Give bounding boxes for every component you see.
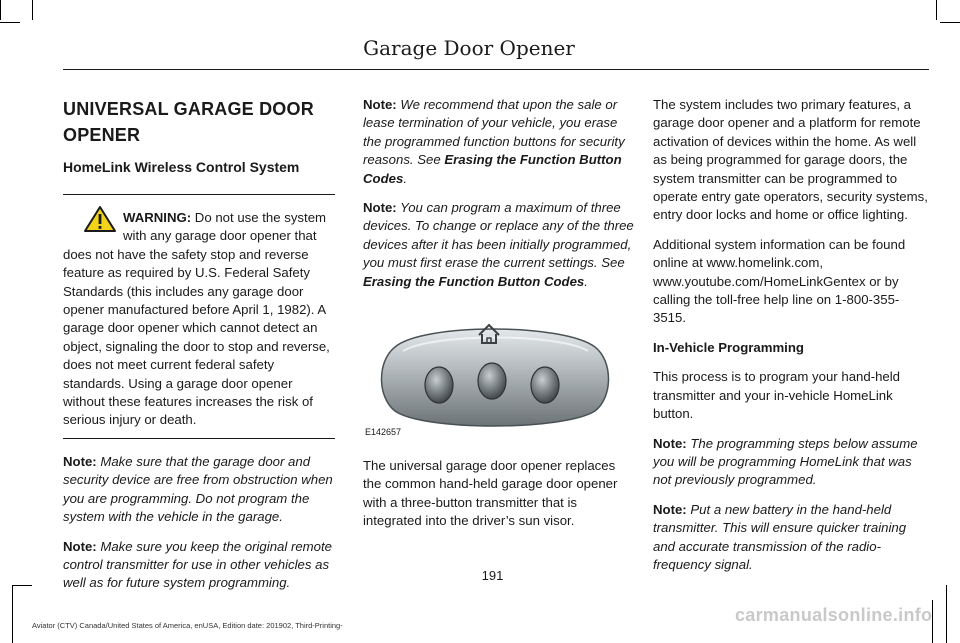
page-number: 191 — [481, 568, 504, 583]
warning-text: Do not use the system with any garage door opener that does not have the safety stop and reverse feature as required by U.S. Federal Safety Standards (this includes any garage door opener manufactured before April 1, 1982). A garage door opener which cannot detect an object, signaling the door to stop and reverse, does not meet current federal safety standards. Using a garage door opener without these features increases the risk of serious injury or death. — [63, 210, 330, 428]
warning-label: WARNING: — [123, 210, 192, 225]
heading-in-vehicle-programming: In-Vehicle Programming — [653, 339, 804, 355]
cross-reference-link[interactable]: Erasing the Function Button Codes — [363, 152, 622, 186]
crop-mark — [0, 0, 1, 20]
paragraph-features: The system includes two primary features, a garage door opener and a platform for remote activation of devices within the home. As well as being programmed for garage doors, the system transmitter can be programmed to operate entry gate operators, security systems, entry door locks and home or office lighting. — [653, 97, 928, 223]
note-keep-transmitter — [63, 538, 335, 593]
warning-icon — [83, 205, 117, 233]
header-divider — [63, 69, 929, 70]
footer-edition-info: Aviator (CTV) Canada/United States of America, enUSA, Edition date: 201902, Third-Printing- — [32, 621, 343, 630]
note-programming-steps — [653, 435, 929, 490]
paragraph-process: This process is to program your hand-held transmitter and your in-vehicle HomeLink button. — [653, 369, 901, 422]
page-header-title: Garage Door Opener — [363, 36, 575, 60]
column-1 — [63, 96, 335, 604]
note-end: . — [584, 273, 588, 289]
note-battery — [653, 501, 929, 575]
note-label: Note: — [363, 97, 397, 112]
column-3 — [653, 96, 929, 585]
homelink-remote-illustration — [363, 313, 629, 433]
crop-mark — [32, 0, 33, 20]
note-max-devices — [363, 199, 635, 291]
note-label: Note: — [653, 501, 687, 517]
note-label: Note: — [63, 538, 97, 554]
note-label: Note: — [363, 200, 397, 216]
note-obstruction — [63, 453, 335, 527]
crop-mark — [940, 22, 960, 23]
crop-mark — [936, 0, 937, 20]
crop-mark — [946, 585, 947, 643]
watermark: carmanualsonline.info — [735, 605, 933, 625]
subsection-title: HomeLink Wireless Control System — [63, 159, 300, 175]
warning-box — [63, 194, 335, 439]
crop-mark — [12, 585, 13, 643]
homelink-remote-figure — [363, 313, 629, 443]
column-2 — [363, 96, 635, 542]
crop-mark — [12, 585, 32, 586]
remote-button-2[interactable] — [478, 363, 506, 399]
remote-button-1[interactable] — [425, 367, 453, 403]
section-title — [63, 96, 335, 148]
note-text: The programming steps below assume you will be programming HomeLink that was not previously programmed. — [653, 435, 918, 488]
section-title-line1: UNIVERSAL GARAGE DOOR — [63, 99, 314, 119]
figure-code: E142657 — [365, 426, 402, 437]
note-text: Make sure you keep the original remote control transmitter for use in other vehicles as well as for future system programming. — [63, 538, 333, 591]
paragraph-transmitter: The universal garage door opener replaces the common hand-held garage door opener with a three-button transmitter that is integrated into the driver’s sun visor. — [363, 458, 618, 529]
note-text: Put a new battery in the hand-held transmitter. This will ensure quicker training and accurate transmission of the radio-frequency signal. — [653, 501, 907, 572]
note-text: You can program a maximum of three devices. To change or replace any of the three devices after it has been initially programmed, you must first erase the current settings. See — [363, 200, 634, 271]
remote-button-3[interactable] — [531, 367, 559, 403]
section-title-line2: OPENER — [63, 125, 141, 145]
cross-reference-link[interactable]: Erasing the Function Button Codes — [363, 273, 585, 289]
note-erase-recommend — [363, 96, 635, 188]
crop-mark — [0, 22, 20, 23]
note-text: We recommend that upon the sale or lease termination of your vehicle, you erase the programmed function buttons for security reasons. See — [363, 97, 625, 168]
note-label: Note: — [653, 435, 687, 451]
note-label: Note: — [63, 453, 97, 469]
paragraph-additional-info: Additional system information can be found online at www.homelink.com, www.youtube.com/HomeLinkGentex or by calling the toll-free help line on 1-800-355-3515. — [653, 236, 906, 326]
note-text: Make sure that the garage door and security device are free from obstruction when you are programming. Do not program the system with the vehicle in the garage. — [63, 453, 333, 525]
note-end: . — [403, 170, 407, 186]
